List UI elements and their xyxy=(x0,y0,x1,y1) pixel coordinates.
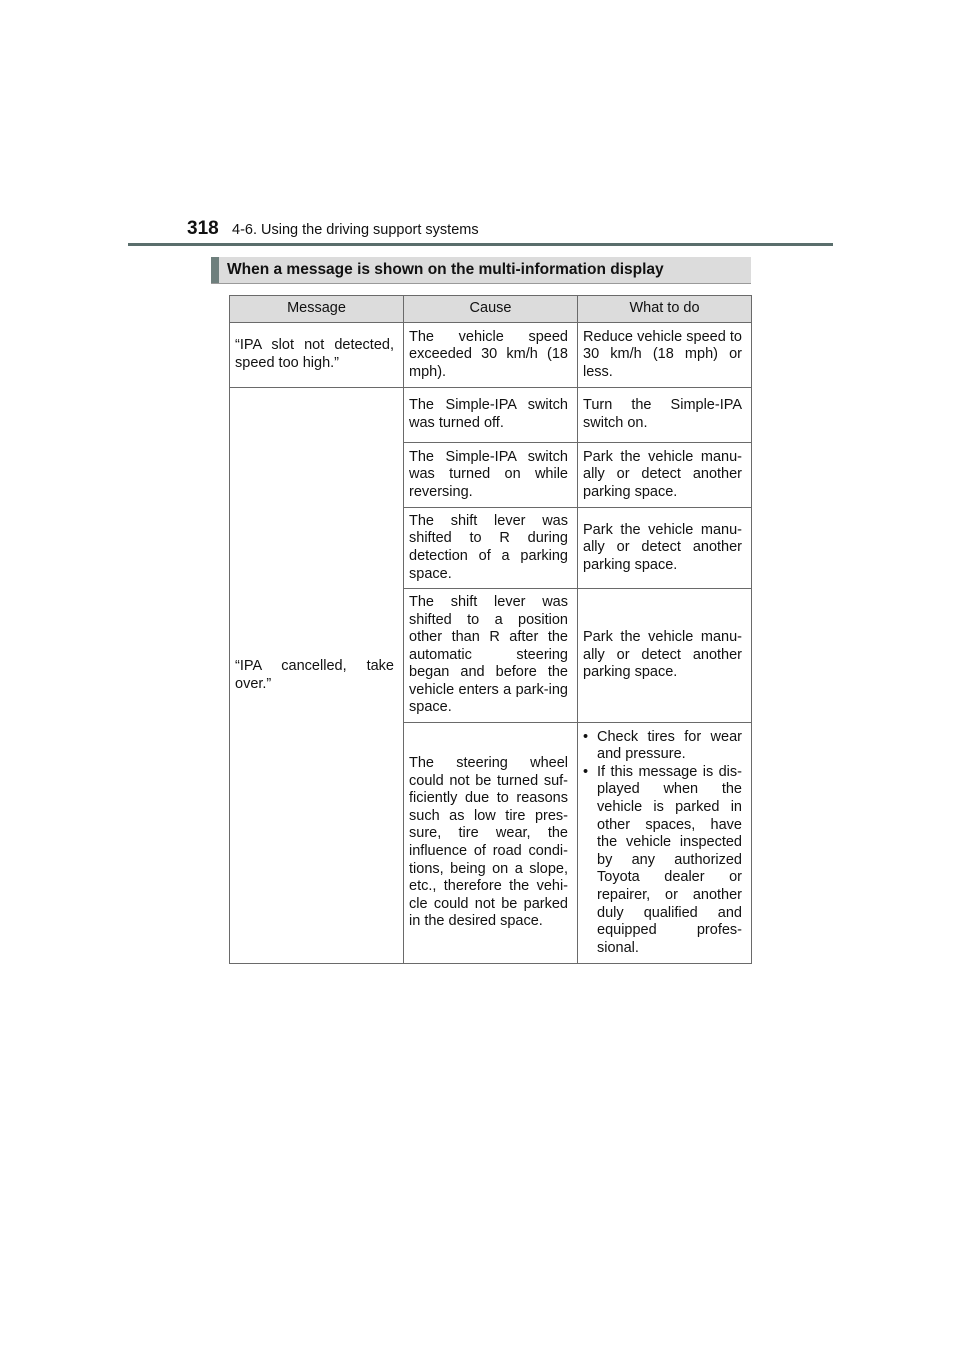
subheading-box xyxy=(211,257,751,284)
page-number: 318 xyxy=(187,218,219,239)
message-table xyxy=(229,295,752,964)
table-row xyxy=(230,388,752,443)
column-header-cause: Cause xyxy=(404,296,578,323)
section-title: 4-6. Using the driving support systems xyxy=(232,222,479,238)
header-rule xyxy=(128,243,833,246)
action-cell: Park the vehicle manu-ally or detect another parking space. xyxy=(578,589,752,723)
action-cell xyxy=(578,723,752,964)
action-cell: Park the vehicle manu-ally or detect another parking space. xyxy=(578,508,752,589)
action-cell: Reduce vehicle speed to 30 km/h (18 mph) or less. xyxy=(578,323,752,388)
action-cell: Park the vehicle manu-ally or detect another parking space. xyxy=(578,443,752,508)
action-bullet-list xyxy=(583,729,742,958)
cause-cell: The vehicle speed exceeded 30 km/h (18 mph). xyxy=(404,323,578,388)
table-row xyxy=(230,323,752,388)
action-cell: Turn the Simple-IPA switch on. xyxy=(578,388,752,443)
column-header-message: Message xyxy=(230,296,404,323)
action-bullet: • If this message is dis-played when the vehicle is parked in other spaces, have the vehicle inspected by any authorized Toyota dealer or repairer, or another duly qualified and equipped profes-sional. xyxy=(583,764,742,958)
message-cell: “IPA slot not detected, speed too high.” xyxy=(230,323,404,388)
cause-cell: The Simple-IPA switch was turned on while reversing. xyxy=(404,443,578,508)
cause-cell: The shift lever was shifted to R during detection of a parking space. xyxy=(404,508,578,589)
column-header-action: What to do xyxy=(578,296,752,323)
subheading-text: When a message is shown on the multi-information display xyxy=(227,261,664,278)
action-bullet: • Check tires for wear and pressure. xyxy=(583,729,742,764)
cause-cell: The Simple-IPA switch was turned off. xyxy=(404,388,578,443)
subheading-accent-bar xyxy=(211,257,219,283)
table-header-row xyxy=(230,296,752,323)
cause-cell: The shift lever was shifted to a position other than R after the automatic steering began and before the vehicle enters a park-ing space. xyxy=(404,589,578,723)
cause-cell: The steering wheel could not be turned suf-ficiently due to reasons such as low tire pres-sure, tire wear, the influence of road condi-tions, being on a slope, etc., therefore the vehi-cle could not be parked in the desired space. xyxy=(404,723,578,964)
message-cell: “IPA cancelled, take over.” xyxy=(230,388,404,964)
